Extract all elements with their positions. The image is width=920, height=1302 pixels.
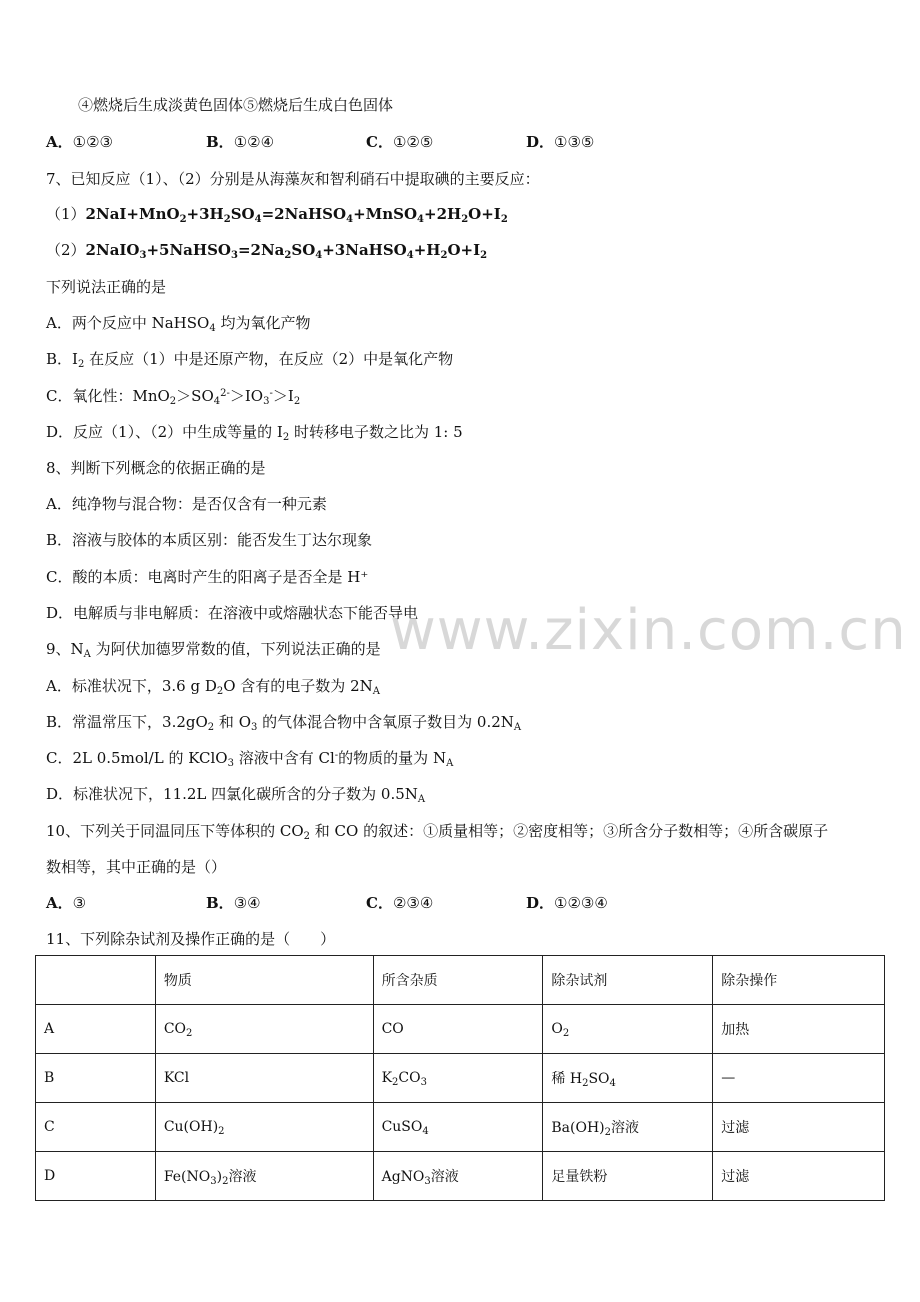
substance-cell: KCl: [155, 1054, 373, 1103]
q7-prompt: 下列说法正确的是: [46, 278, 167, 296]
operation-cell: 过滤: [713, 1103, 885, 1152]
row-label: B: [36, 1054, 156, 1103]
q7-reaction-1: $(1)2NaI+MnO_2+3H_2SO_4=2NaHSO_4+MnSO_4+2H_2O+I_2$: [46, 205, 508, 225]
q9-stem: 9、$N_A$ 为阿伏加德罗常数的值，下列说法正确的是: [46, 640, 381, 660]
reagent-cell: $O_2$: [543, 1005, 713, 1054]
reagent-cell: 足量铁粉: [543, 1152, 713, 1201]
q10-option-b: B．③④: [206, 894, 261, 912]
impurity-cell: CO: [373, 1005, 543, 1054]
table-row: [36, 1054, 885, 1103]
q11-stem: 11、下列除杂试剂及操作正确的是（ ）: [46, 930, 336, 948]
q8-option-d: D．电解质与非电解质：在溶液中或熔融状态下能否导电: [46, 604, 419, 622]
substance-cell: $Fe(NO_3)_2$溶液: [155, 1152, 373, 1201]
substance-cell: $CO_2$: [155, 1005, 373, 1054]
watermark: www.zixin.com.cn: [390, 598, 907, 663]
table-header-cell: 所含杂质: [373, 956, 543, 1005]
q10-option-d: D．①②③④: [526, 894, 608, 912]
row-label: A: [36, 1005, 156, 1054]
q7-option-d: D．反应（1）、（2）中生成等量的 $I_2$ 时转移电子数之比为 1: 5: [46, 423, 463, 443]
q7-option-a: A．两个反应中 NaHSO$_4$ 均为氧化产物: [46, 314, 311, 334]
table-header-cell: [36, 956, 156, 1005]
q8-option-c: C．酸的本质：电离时产生的阳离子是否全是 H⁺: [46, 568, 369, 586]
impurity-cell: AgNO$_3$溶液: [373, 1152, 543, 1201]
table-row: [36, 1103, 885, 1152]
q9-option-d: D．标准状况下，11.2L 四氯化碳所含的分子数为 $0.5N_A$: [46, 785, 426, 805]
q8-option-b: B．溶液与胶体的本质区别：能否发生丁达尔现象: [46, 531, 373, 549]
q6-option-c: C．①②⑤: [366, 133, 434, 151]
q9-option-b: B．常温常压下，$3.2gO_2$ 和 $O_3$ 的气体混合物中含氧原子数目为 $0.2N_A$: [46, 713, 522, 733]
table-header-cell: 物质: [155, 956, 373, 1005]
table-row: [36, 1005, 885, 1054]
reagent-cell: $Ba(OH)_2$溶液: [543, 1103, 713, 1152]
q6-option-b: B．①②④: [206, 133, 275, 151]
table-row: [36, 1152, 885, 1201]
row-label: C: [36, 1103, 156, 1152]
q6-statement-line: ④燃烧后生成淡黄色固体⑤燃烧后生成白色固体: [78, 96, 394, 114]
operation-cell: 加热: [713, 1005, 885, 1054]
reagent-cell: 稀 $H_2SO_4$: [543, 1054, 713, 1103]
operation-cell: 过滤: [713, 1152, 885, 1201]
q9-option-c: C．2L 0.5mol/L 的 KClO$_3$ 溶液中含有 Cl-的物质的量为 $N_A$: [46, 749, 454, 769]
substance-cell: $Cu(OH)_2$: [155, 1103, 373, 1152]
impurity-cell: $K_2CO_3$: [373, 1054, 543, 1103]
q10-option-c: C．②③④: [366, 894, 434, 912]
impurity-cell: CuSO$_4$: [373, 1103, 543, 1152]
q10-stem-line2: 数相等，其中正确的是（）: [46, 858, 227, 876]
q10-stem-line1: 10、下列关于同温同压下等体积的 $CO_2$ 和 CO 的叙述：①质量相等；②密度相等；③所含分子数相等；④所含碳原子: [46, 822, 829, 842]
q10-option-a: A．③: [46, 894, 87, 912]
q11-table: [35, 955, 885, 1201]
q8-stem: 8、判断下列概念的依据正确的是: [46, 459, 266, 477]
table-header-cell: 除杂操作: [713, 956, 885, 1005]
q7-stem: 7、已知反应（1）、（2）分别是从海藻灰和智利硝石中提取碘的主要反应：: [46, 170, 540, 188]
q8-option-a: A．纯净物与混合物：是否仅含有一种元素: [46, 495, 327, 513]
row-label: D: [36, 1152, 156, 1201]
operation-cell: —: [713, 1054, 885, 1103]
q6-option-d: D．①③⑤: [526, 133, 595, 151]
q6-option-a: A．①②③: [46, 133, 113, 151]
q9-option-a: A．标准状况下，3.6 g $D_2O$ 含有的电子数为 $2N_A$: [46, 677, 380, 697]
q7-option-b: B．$I_2$ 在反应（1）中是还原产物，在反应（2）中是氧化产物: [46, 350, 454, 370]
q7-option-c: C．氧化性：$MnO_2>SO_4^{2-}>IO_3^->I_2$: [46, 387, 301, 407]
table-header-row: [36, 956, 885, 1005]
q7-reaction-2: $(2)2NaIO_3+5NaHSO_3=2Na_2SO_4+3NaHSO_4+H_2O+I_2$: [46, 241, 488, 261]
table-header-cell: 除杂试剂: [543, 956, 713, 1005]
